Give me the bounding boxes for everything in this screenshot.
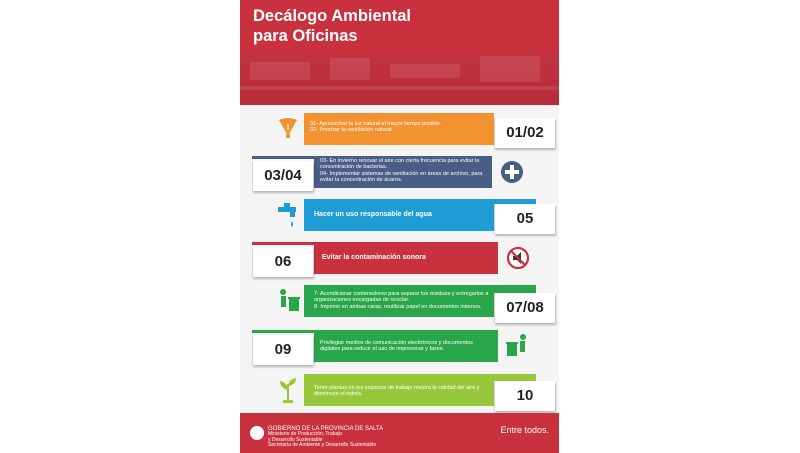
organization-block [268, 427, 383, 449]
item-03-04-text: 03- En invierno renovar el aire con cierta frecuencia para evitar la concentración de bacterias. 04- Implementar sistemas de ventilación en áreas de archivo, para evitar la concentración de ácaros. [320, 158, 483, 184]
item-09-text: Privilegiar medios de comunicación electrónicos y documentos digitales para reducir el uso de impresoras y faxes. [320, 340, 473, 353]
title-line-1: Decálogo Ambiental [253, 7, 411, 25]
item-03-04 [252, 156, 547, 198]
lamp-icon [274, 115, 302, 143]
title-line-2: para Oficinas [253, 27, 358, 45]
item-number-10: 10 [494, 381, 555, 411]
item-number-06: 06 [252, 247, 313, 277]
item-05-text: Hacer un uso responsable del agua [314, 211, 432, 218]
province-seal-icon [250, 426, 264, 440]
poster [240, 0, 559, 453]
recycle-person-icon [274, 287, 302, 315]
item-01-02 [252, 113, 547, 155]
office-photo [240, 52, 559, 105]
item-number-07-08: 07/08 [494, 293, 555, 323]
item-06 [252, 242, 547, 284]
item-07-08 [252, 285, 547, 327]
item-07-08-text: 7- Acondicionar contenedores para separar los residuos y entregarlos a organizaciones encargadas de reciclar. 8- Imprimir en ambas caras, reutilizar papel en documentos internos. [314, 291, 489, 310]
item-number-05: 05 [494, 204, 555, 234]
item-06-text: Evitar la contaminación sonora [322, 254, 426, 261]
org-line-2: y Desarrollo Sustentable [268, 436, 323, 443]
faucet-icon [274, 201, 302, 229]
plus-circle-icon [498, 158, 526, 186]
slogan: Entre todos. [500, 425, 549, 435]
item-number-03-04: 03/04 [252, 161, 313, 191]
item-09 [252, 330, 547, 372]
item-number-09: 09 [252, 335, 313, 365]
item-number-01-02: 01/02 [494, 118, 555, 148]
org-line-3: Secretaría de Ambiente y Desarrollo Sustentable [268, 442, 377, 449]
org-main: GOBIERNO DE LA PROVINCIA DE SALTA [268, 426, 384, 432]
item-05 [252, 199, 547, 241]
footer [240, 413, 559, 453]
org-line-1: Ministerio de Producción, Trabajo [268, 431, 343, 438]
no-noise-icon [504, 244, 532, 272]
page-title [253, 6, 411, 46]
header-banner [240, 0, 559, 105]
item-01-02-text: 01- Aprovechar la luz natural el mayor tiempo posible. 02- Priorizar la ventilación natural. [310, 121, 442, 134]
item-10-text: Tener plantas en los espacios de trabajo mejora la calidad del aire y disminuye el estrés. [314, 385, 480, 398]
recycle-person-icon [504, 332, 532, 360]
item-10 [252, 374, 547, 416]
plant-icon [274, 376, 302, 404]
